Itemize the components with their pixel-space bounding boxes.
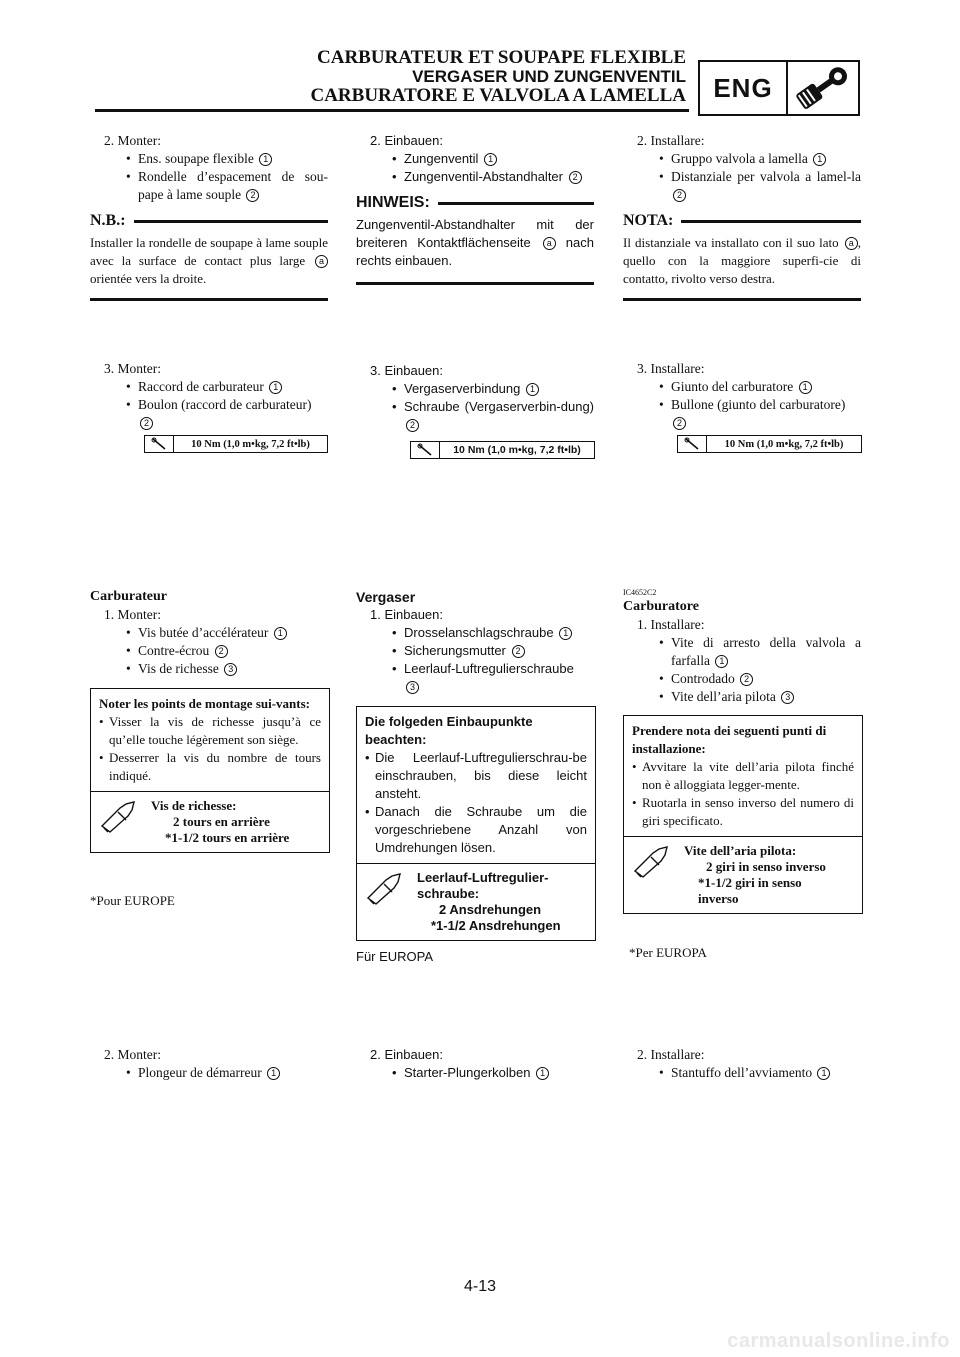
bullet: •: [659, 397, 664, 412]
de-s3-item-1: [356, 624, 594, 642]
torque-wrench-icon: [411, 443, 439, 457]
callout-2: 2: [569, 171, 582, 184]
fr-s3-item-1-text: Vis butée d’accélérateur: [138, 625, 269, 640]
bullet: •: [126, 151, 131, 166]
callout-1: 1: [526, 383, 539, 396]
fr-s4-item-1-text: Plongeur de démarreur: [138, 1065, 262, 1080]
it-s3-item-3: [623, 688, 861, 706]
de-torque-spec: [410, 441, 595, 459]
bullet: •: [99, 714, 104, 729]
fr-spec-label: Vis de richesse:: [151, 798, 237, 813]
it-install-box: [623, 715, 863, 914]
it-footnote: *Per EUROPA: [629, 945, 707, 960]
callout-2: 2: [140, 417, 153, 430]
torque-wrench-icon: [145, 437, 173, 451]
de-section-3: [356, 588, 594, 696]
fr-s3-item-3-text: Vis de richesse: [138, 661, 219, 676]
bullet: •: [659, 151, 664, 166]
screwdriver-icon: [357, 864, 413, 940]
bullet: •: [126, 397, 131, 412]
it-s3-title: Carburatore: [623, 599, 699, 614]
it-s1-item-2-text: Distanziale per valvola a lamel-la: [671, 169, 861, 184]
screwdriver-icon: [91, 792, 147, 852]
de-note-text-1: Zungenventil-Abstandhalter mit der breiteren Kontaktflächenseite: [356, 217, 594, 250]
bullet: •: [632, 795, 637, 810]
eng-badge-label: ENG: [700, 62, 788, 114]
it-note-end-rule: [623, 298, 861, 301]
fr-s2-item-2: [90, 396, 328, 432]
de-footnote: Für EUROPA: [356, 949, 434, 964]
it-box-line-1: [632, 758, 854, 794]
it-box-line-2-text: Ruotarla in senso inverso del numero di giri specificato.: [642, 795, 854, 828]
callout-2: 2: [740, 673, 753, 686]
fr-note-end-rule: [90, 298, 328, 301]
de-note-label: HINWEIS:: [356, 194, 430, 211]
fr-s3-title: Carburateur: [90, 589, 167, 604]
it-box-line-2: [632, 794, 854, 830]
it-box-heading: Prendere nota dei seguenti punti di installazione:: [632, 723, 827, 756]
fr-spec-value-1: 2 tours en arrière: [173, 814, 270, 829]
bullet: •: [392, 151, 397, 166]
fr-note-label: N.B.:: [90, 212, 126, 229]
de-section-2: [356, 362, 594, 434]
it-box-spec: [624, 836, 862, 913]
it-s2-step: 3. Installare:: [637, 361, 705, 376]
de-box-line-1-text: Die Leerlauf-Luftregulierschrau-be einschrauben, bis diese leicht ansteht.: [375, 750, 587, 801]
it-torque-spec: [677, 435, 862, 453]
fr-s1-item-2: [90, 168, 328, 204]
fr-s3-item-1: [90, 624, 328, 642]
fr-s1-item-1: [90, 150, 328, 168]
callout-3: 3: [406, 681, 419, 694]
bullet: •: [632, 759, 637, 774]
bullet: •: [659, 379, 664, 394]
it-s3-item-2: [623, 670, 861, 688]
fr-spec-value-2: *1-1/2 tours en arrière: [165, 830, 290, 845]
it-s2-item-1: [623, 378, 861, 396]
de-s2-item-1-text: Vergaserverbindung: [404, 381, 521, 396]
de-s3-item-3: [356, 660, 594, 696]
bullet: •: [392, 643, 397, 658]
it-spec-value-1: 2 giri in senso inverso: [706, 859, 826, 874]
it-note-text-2: , quello con la maggiore superfi-cie di contatto, rivolto verso destra.: [623, 235, 861, 286]
fr-s1-item-1-text: Ens. soupape flexible: [138, 151, 254, 166]
bullet: •: [392, 661, 397, 676]
de-s3-step: 1. Einbauen:: [370, 607, 444, 622]
it-spec-label: Vite dell’aria pilota:: [684, 843, 797, 858]
de-box-line-2-text: Danach die Schraube um die vorgeschriebene Anzahl von Umdrehungen lösen.: [375, 804, 587, 855]
bullet: •: [365, 750, 370, 765]
de-s2-item-1: [356, 380, 594, 398]
de-box-line-1: [365, 749, 587, 803]
it-s3-item-2-text: Controdado: [671, 671, 735, 686]
bullet: •: [126, 1065, 131, 1080]
it-note-header: [623, 212, 861, 230]
callout-2: 2: [215, 645, 228, 658]
it-s2-item-2: [623, 396, 861, 432]
callout-a: a: [315, 255, 328, 268]
callout-a: a: [543, 237, 556, 250]
bullet: •: [659, 635, 664, 650]
de-s3-item-1-text: Drosselanschlagschraube: [404, 625, 554, 640]
fr-section-2: [90, 360, 328, 432]
fr-torque-spec: [144, 435, 328, 453]
it-note-label: NOTA:: [623, 212, 674, 229]
it-s4-step: 2. Installare:: [637, 1047, 705, 1062]
callout-1: 1: [267, 1067, 280, 1080]
bullet: •: [392, 1065, 397, 1080]
it-s1-item-1-text: Gruppo valvola a lamella: [671, 151, 808, 166]
it-s3-step: 1. Installare:: [637, 617, 705, 632]
de-install-box: [356, 706, 596, 941]
bullet: •: [392, 399, 397, 414]
fr-note-text-2: orientée vers la droite.: [90, 271, 207, 286]
bullet: •: [126, 661, 131, 676]
fr-s1-item-2-text: Rondelle d’espacement de sou-pape à lame souple: [138, 169, 328, 202]
it-section-code: IC4652C2: [623, 588, 657, 597]
it-box-line-1-text: Avvitare la vite dell’aria pilota finché non è alloggiata legger-mente.: [642, 759, 854, 792]
watermark: carmanualsonline.info: [727, 1330, 950, 1352]
fr-note-header: [90, 212, 328, 230]
de-note-header: [356, 194, 594, 212]
de-s2-item-2: [356, 398, 594, 434]
callout-1: 1: [559, 627, 572, 640]
de-s2-item-2-text: Schraube (Vergaserverbin-dung): [404, 399, 594, 414]
callout-2: 2: [246, 189, 259, 202]
fr-note-text-1: Installer la rondelle de soupape à lame souple avec la surface de contact plus large: [90, 235, 328, 268]
fr-box-line-1-text: Visser la vis de richesse jusqu’à ce qu’elle touche légèrement son siège.: [109, 714, 321, 747]
de-s4-item-1-text: Starter-Plungerkolben: [404, 1065, 531, 1080]
de-s2-step: 3. Einbauen:: [370, 363, 444, 378]
de-s3-item-2: [356, 642, 594, 660]
fr-box-line-2: [99, 749, 321, 785]
fr-s3-item-2-text: Contre-écrou: [138, 643, 210, 658]
de-spec-value-2: *1-1/2 Ansdrehungen: [431, 918, 561, 933]
fr-s1-step: 2. Monter:: [104, 133, 161, 148]
bullet: •: [659, 671, 664, 686]
fr-note-body: [90, 234, 328, 288]
fr-s4-step: 2. Monter:: [104, 1047, 161, 1062]
de-note-end-rule: [356, 282, 594, 285]
de-s3-title: Vergaser: [356, 589, 416, 605]
de-s3-item-2-text: Sicherungsmutter: [404, 643, 506, 658]
fr-section-3: [90, 588, 328, 678]
de-s4-step: 2. Einbauen:: [370, 1047, 444, 1062]
de-note-text-2: nach rechts einbauen.: [356, 235, 594, 268]
eng-badge: [698, 60, 860, 116]
fr-s2-item-1: [90, 378, 328, 396]
bullet: •: [392, 625, 397, 640]
callout-2: 2: [673, 189, 686, 202]
callout-2: 2: [406, 419, 419, 432]
fr-footnote: *Pour EUROPE: [90, 893, 175, 908]
header-title-french: CARBURATEUR ET SOUPAPE FLEXIBLE: [317, 47, 686, 68]
de-note-body: [356, 216, 594, 270]
callout-1: 1: [269, 381, 282, 394]
de-s1-item-1: [356, 150, 594, 168]
bullet: •: [99, 750, 104, 765]
it-spec-value-2: *1-1/2 giri in senso inverso: [698, 875, 802, 906]
callout-a: a: [845, 237, 858, 250]
fr-box-line-2-text: Desserrer la vis du nombre de tours indiqué.: [109, 750, 321, 783]
fr-s3-item-2: [90, 642, 328, 660]
fr-box-spec: [91, 791, 329, 852]
bullet: •: [392, 381, 397, 396]
page-number: 4-13: [463, 1278, 497, 1295]
bullet: •: [659, 169, 664, 184]
fr-s2-item-2-text: Boulon (raccord de carburateur): [138, 397, 312, 412]
de-box-spec: [357, 863, 595, 940]
it-s1-item-1: [623, 150, 861, 168]
de-s4-item-1: [356, 1064, 594, 1082]
it-s2-item-1-text: Giunto del carburatore: [671, 379, 794, 394]
de-spec-value-1: 2 Ansdrehungen: [439, 902, 542, 917]
it-section-3: [623, 588, 861, 706]
fr-s3-item-3: [90, 660, 328, 678]
de-section-1: [356, 132, 594, 285]
bullet: •: [126, 169, 131, 184]
callout-1: 1: [813, 153, 826, 166]
de-box-line-2: [365, 803, 587, 857]
de-s1-item-1-text: Zungenventil: [404, 151, 479, 166]
fr-s2-step: 3. Monter:: [104, 361, 161, 376]
de-s1-item-2: [356, 168, 594, 186]
callout-2: 2: [512, 645, 525, 658]
bullet: •: [365, 804, 370, 819]
de-torque-value: 10 Nm (1,0 m•kg, 7,2 ft•lb): [439, 442, 594, 458]
bullet: •: [126, 625, 131, 640]
de-s3-item-3-text: Leerlauf-Luftregulierschraube: [404, 661, 574, 676]
callout-1: 1: [274, 627, 287, 640]
fr-install-box: [90, 688, 330, 853]
fr-s4-item-1: [90, 1064, 328, 1082]
it-torque-value: 10 Nm (1,0 m•kg, 7,2 ft•lb): [706, 436, 861, 452]
fr-section-4: [90, 1046, 328, 1082]
it-s1-step: 2. Installare:: [637, 133, 705, 148]
it-section-1: [623, 132, 861, 301]
it-note-text-1: Il distanziale va installato con il suo lato: [623, 235, 839, 250]
fr-section-1: [90, 132, 328, 301]
it-section-4: [623, 1046, 861, 1082]
fr-box-line-1: [99, 713, 321, 749]
fr-s3-step: 1. Monter:: [104, 607, 161, 622]
callout-2: 2: [673, 417, 686, 430]
de-s1-step: 2. Einbauen:: [370, 133, 444, 148]
it-s1-item-2: [623, 168, 861, 204]
header-rule: [95, 109, 689, 112]
de-s1-item-2-text: Zungenventil-Abstandhalter: [404, 169, 563, 184]
callout-1: 1: [817, 1067, 830, 1080]
callout-1: 1: [536, 1067, 549, 1080]
it-s4-item-1: [623, 1064, 861, 1082]
de-spec-label: Leerlauf-Luftregulier-schraube:: [417, 870, 549, 901]
bullet: •: [659, 689, 664, 704]
it-s3-item-3-text: Vite dell’aria pilota: [671, 689, 776, 704]
it-s2-item-2-text: Bullone (giunto del carburatore): [671, 397, 846, 412]
screwdriver-icon: [624, 837, 680, 913]
header-title-italian: CARBURATORE E VALVOLA A LAMELLA: [310, 85, 686, 106]
it-section-2: [623, 360, 861, 432]
de-box-heading: Die folgeden Einbaupunkte beachten:: [365, 714, 533, 747]
fr-torque-value: 10 Nm (1,0 m•kg, 7,2 ft•lb): [173, 436, 327, 452]
callout-1: 1: [259, 153, 272, 166]
it-s3-item-1-text: Vite di arresto della valvola a farfalla: [671, 635, 861, 668]
it-s3-item-1: [623, 634, 861, 670]
callout-1: 1: [799, 381, 812, 394]
torque-wrench-icon: [678, 437, 706, 451]
callout-3: 3: [224, 663, 237, 676]
callout-3: 3: [781, 691, 794, 704]
bullet: •: [126, 643, 131, 658]
it-s4-item-1-text: Stantuffo dell’avviamento: [671, 1065, 813, 1080]
bullet: •: [392, 169, 397, 184]
bullet: •: [126, 379, 131, 394]
callout-1: 1: [715, 655, 728, 668]
header-title-german: VERGASER UND ZUNGENVENTIL: [412, 67, 686, 86]
engine-piston-icon: [788, 62, 858, 114]
it-note-body: [623, 234, 861, 288]
de-section-4: [356, 1046, 594, 1082]
bullet: •: [659, 1065, 664, 1080]
fr-box-heading: Noter les points de montage sui-vants:: [99, 696, 311, 711]
callout-1: 1: [484, 153, 497, 166]
fr-s2-item-1-text: Raccord de carburateur: [138, 379, 264, 394]
